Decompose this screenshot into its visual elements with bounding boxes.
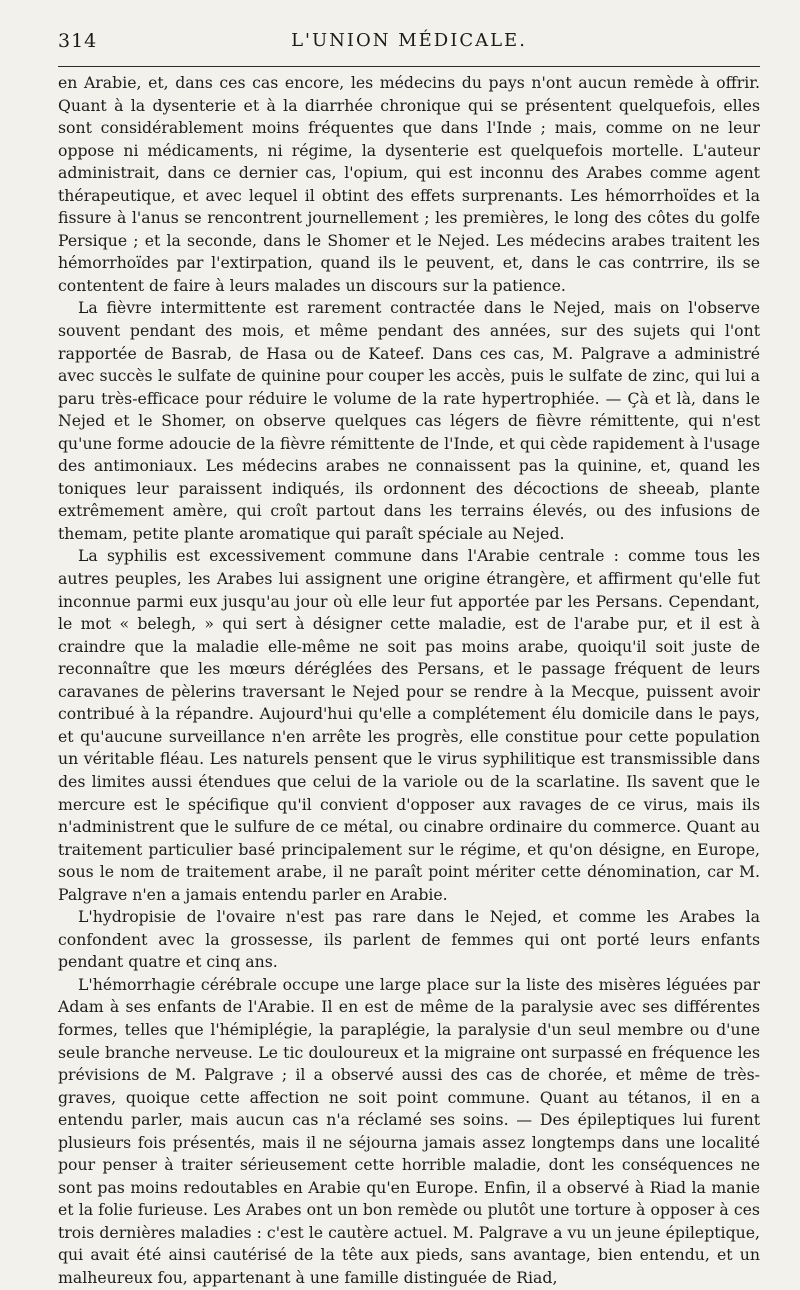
header-rule	[58, 66, 760, 67]
page-number: 314	[58, 30, 98, 52]
article-body	[58, 72, 760, 1287]
running-title: L'UNION MÉDICALE.	[291, 30, 527, 51]
paragraph-continued: en Arabie, et, dans ces cas encore, les médecins du pays n'ont aucun remède à offrir. Quant à la dysenterie et à la diarrhée chronique qui se présentent quelquefois, elles sont considérablement moins fréquentes que dans l'Inde ; mais, comme on ne leur oppose ni médicaments, ni régime, la dysenterie est quelquefois mortelle. L'auteur administrait, dans ce dernier cas, l'opium, qui est inconnu des Arabes comme agent thérapeutique, et avec lequel il obtint des effets surprenants. Les hémorrhoïdes et la fissure à l'anus se rencontrent journellement ; les premières, le long des côtes du golfe Persique ; et la seconde, dans le Shomer et le Nejed. Les médecins arabes traitent les hémorrhoïdes par l'extirpation, quand ils le peuvent, et, dans le cas contrrire, ils se contentent de faire à leurs malades un discours sur la patience.	[58, 73, 760, 295]
paragraph-syphilis: La syphilis est excessivement commune dans l'Arabie centrale : comme tous les autres peuples, les Arabes lui assignent une origine étrangère, et affirment qu'elle fut inconnue parmi eux jusqu'au jour où elle leur fut apportée par les Persans. Cependant, le mot « belegh, » qui sert à désigner cette maladie, est de l'arabe pur, et il est à craindre que la maladie elle-même ne soit pas moins arabe, quoiqu'il soit juste de reconnaître que les mœurs déréglées des Persans, et le passage fréquent de leurs caravanes de pèlerins traversant le Nejed pour se rendre à la Mecque, puissent avoir contribué à la répandre. Aujourd'hui qu'elle a complétement élu domicile dans le pays, et qu'aucune surveillance n'en arrête les progrès, elle constitue pour cette population un véritable fléau. Les naturels pensent que le virus syphilitique est transmissible dans des limites aussi étendues que celui de la variole ou de la scarlatine. Ils savent que le mercure est le spécifique qu'il convient d'opposer aux ravages de ce virus, mais ils n'administrent que le sulfure de ce métal, ou cinabre ordinaire du commerce. Quant au traitement particulier basé principalement sur le régime, et qu'on désigne, en Europe, sous le nom de traitement arabe, il ne paraît point mériter cette dénomination, car M. Palgrave n'en a jamais entendu parler en Arabie.	[58, 546, 760, 904]
paragraph-fevers: La fièvre intermittente est rarement contractée dans le Nejed, mais on l'observe souvent pendant des mois, et même pendant des années, sur des sujets qui l'ont rapportée de Basrab, de Hasa ou de Kateef. Dans ces cas, M. Palgrave a administré avec succès le sulfate de quinine pour couper les accès, puis le sulfate de zinc, qui lui a paru très-efficace pour réduire le volume de la rate hypertrophiée. — Çà et là, dans le Nejed et le Shomer, on observe quelques cas légers de fièvre rémittente, qui n'est qu'une forme adoucie de la fièvre rémittente de l'Inde, et qui cède rapidement à l'usage des antimoniaux. Les médecins arabes ne connaissent pas la quinine, et, quand les toniques leur paraissent indiqués, ils ordonnent des décoctions de sheeab, plante extrêmement amère, qui croît partout dans les terrains élevés, ou des infusions de themam, petite plante aromatique qui paraît spéciale au Nejed.	[58, 298, 760, 543]
paragraph-ovarian-dropsy: L'hydropisie de l'ovaire n'est pas rare dans le Nejed, et comme les Arabes la confondent avec la grossesse, ils parlent de femmes qui ont porté leurs enfants pendant quatre et cinq ans.	[58, 907, 760, 972]
paragraph-cerebral-hemorrhage: L'hémorrhagie cérébrale occupe une large place sur la liste des misères léguées par Adam à ses enfants de l'Arabie. Il en est de même de la paralysie avec ses différentes formes, telles que l'hémiplégie, la paraplégie, la paralysie d'un seul membre ou d'une seule branche nerveuse. Le tic douloureux et la migraine ont surpassé en fréquence les prévisions de M. Palgrave ; il a observé aussi des cas de chorée, et même de très-graves, quoique cette affection ne soit point commune. Quant au tétanos, il en a entendu parler, mais aucun cas n'a réclamé ses soins. — Des épileptiques lui furent plusieurs fois présentés, mais il ne séjourna jamais assez longtemps dans une localité pour penser à traiter sérieusement cette horrible maladie, dont les conséquences ne sont pas moins redoutables en Arabie qu'en Europe. Enfin, il a observé à Riad la manie et la folie furieuse. Les Arabes ont un bon remède ou plutôt une torture à opposer à ces trois dernières maladies : c'est le cautère actuel. M. Palgrave a vu un jeune épileptique, qui avait été ainsi cautérisé de la tête aux pieds, sans avantage, bien entendu, et un malheureux fou, appartenant à une famille distinguée de Riad,	[58, 974, 760, 1287]
page-header	[58, 26, 760, 58]
